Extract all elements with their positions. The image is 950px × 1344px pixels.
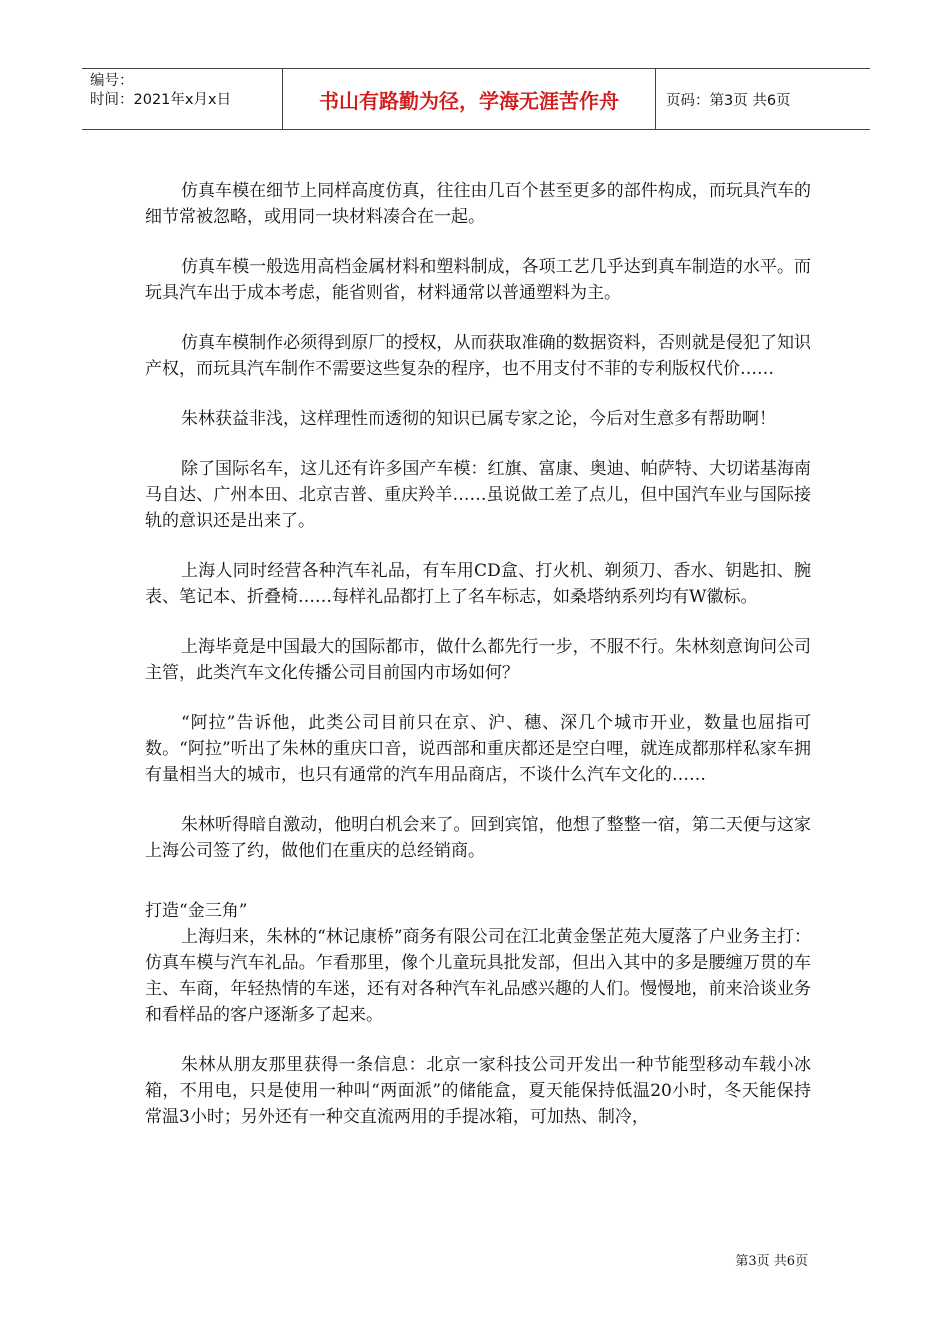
paragraph: 上海毕竟是中国最大的国际都市，做什么都先行一步，不服不行。朱林刻意询问公司主管，此类汽车文化传播公司目前国内市场如何？ [145,637,811,683]
paragraph: 朱林从朋友那里获得一条信息：北京一家科技公司开发出一种节能型移动车载小冰箱，不用电，只是使用一种叫“两面派”的储能盒，夏天能保持低温20小时，冬天能保持常温3小时；另外还有一种交直流两用的手提冰箱，可加热、制冷， [145,1055,811,1127]
paragraph: 朱林听得暗自激动，他明白机会来了。回到宾馆，他想了整整一宿，第二天便与这家上海公司签了约，做他们在重庆的总经销商。 [145,815,811,861]
paragraph: 上海归来，朱林的“林记康桥”商务有限公司在江北黄金堡芷苑大厦落了户业务主打：仿真车模与汽车礼品。乍看那里，像个儿童玩具批发部，但出入其中的多是腰缠万贯的车主、车商，年轻热情的车迷，还有对各种汽车礼品感兴趣的人们。慢慢地，前来洽谈业务和看样品的客户逐渐多了起来。 [145,927,811,1025]
document-number-label: 编号： [90,73,134,89]
paragraph: 仿真车模制作必须得到原厂的授权，从而获取准确的数据资料，否则就是侵犯了知识产权，而玩具汽车制作不需要这些复杂的程序，也不用支付不菲的专利版权代价…… [145,333,811,379]
paragraph: “阿拉”告诉他，此类公司目前只在京、沪、穗、深几个城市开业，数量也屈指可数。“阿拉”听出了朱林的重庆口音，说西部和重庆都还是空白哩，就连成都那样私家车拥有量相当大的城市，也只有通常的汽车用品商店，不谈什么汽车文化的…… [145,713,811,785]
document-body [145,178,811,1130]
header-motto: 书山有路勤为径，学海无涯苦作舟 [283,69,656,129]
paragraph: 朱林获益非浅，这样理性而透彻的知识已属专家之论，今后对生意多有帮助啊！ [181,409,776,429]
page-footer: 第3页 共6页 [735,1254,808,1269]
header-meta [82,69,283,129]
paragraph: 除了国际名车，这儿还有许多国产车模：红旗、富康、奥迪、帕萨特、大切诺基海南马自达、广州本田、北京吉普、重庆羚羊……虽说做工差了点儿，但中国汽车业与国际接轨的意识还是出来了。 [145,459,811,531]
paragraph: 上海人同时经营各种汽车礼品，有车用CD盒、打火机、剃须刀、香水、钥匙扣、腕表、笔记本、折叠椅……每样礼品都打上了名车标志，如桑塔纳系列均有W徽标。 [145,561,811,607]
page-header [82,68,870,130]
document-time-label: 时间：2021年x月x日 [90,92,232,108]
paragraph: 仿真车模在细节上同样高度仿真，往往由几百个甚至更多的部件构成，而玩具汽车的细节常被忽略，或用同一块材料凑合在一起。 [145,181,811,227]
section-heading: 打造“金三角” [145,901,248,921]
paragraph: 仿真车模一般选用高档金属材料和塑料制成，各项工艺几乎达到真车制造的水平。而玩具汽车出于成本考虑，能省则省，材料通常以普通塑料为主。 [145,257,811,303]
header-page-number: 页码：第3页 共6页 [666,92,791,109]
